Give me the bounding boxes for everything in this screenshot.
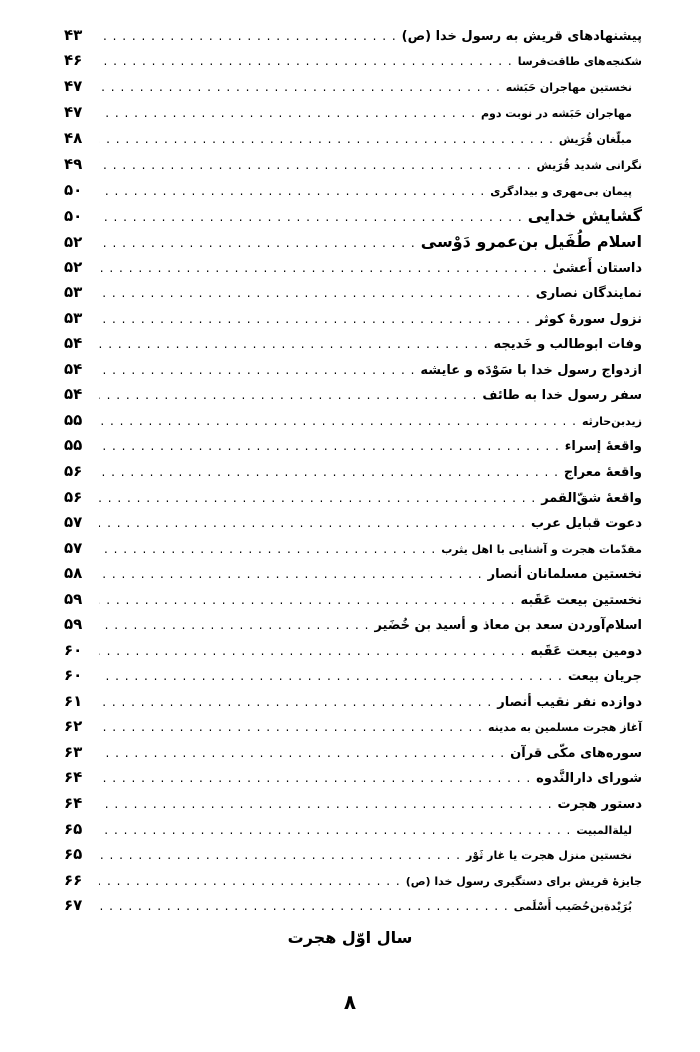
toc-entry bbox=[64, 896, 642, 914]
dot-leader bbox=[99, 439, 560, 453]
toc-entry bbox=[64, 462, 642, 480]
dot-leader bbox=[99, 337, 489, 351]
toc-entry-page: ۵۰ bbox=[64, 181, 83, 199]
toc-entry-title: شورای دارالنَّدوه bbox=[536, 771, 642, 786]
toc-entry bbox=[64, 103, 642, 121]
dot-leader bbox=[99, 848, 461, 862]
toc-entry bbox=[64, 845, 642, 863]
dot-leader bbox=[99, 669, 563, 683]
dot-leader bbox=[99, 823, 571, 837]
toc-entry-title: زیدبن‌حارثه bbox=[581, 415, 642, 428]
dot-leader bbox=[99, 184, 485, 198]
dot-leader bbox=[99, 312, 531, 326]
toc-entry-title: پیشنهادهای قریش به رسول خدا (ص) bbox=[401, 29, 642, 44]
dot-leader bbox=[99, 388, 477, 402]
dot-leader bbox=[99, 771, 531, 785]
toc-entry-page: ۵۷ bbox=[64, 513, 83, 531]
dot-leader bbox=[99, 106, 476, 120]
section-heading: سال اوّل هجرت bbox=[287, 928, 413, 947]
toc-entry-page: ۵۲ bbox=[64, 258, 83, 276]
toc-entry bbox=[64, 820, 642, 838]
toc-entry-title: نخستین مسلمانان أنصار bbox=[487, 567, 642, 582]
toc-entry bbox=[64, 615, 642, 633]
toc-entry-page: ۵۴ bbox=[64, 334, 83, 352]
toc-entry-title: داستان أَعشیٰ bbox=[552, 261, 642, 276]
toc-entry bbox=[64, 692, 642, 710]
toc-entry-title: واقعهٔ معراج bbox=[563, 465, 642, 480]
toc-entry-title: اسلام‌آوردن سعد بن معاذ و أسید بن خُضَیر bbox=[374, 618, 642, 633]
dot-leader bbox=[99, 414, 577, 428]
toc-entry-page: ۶۵ bbox=[64, 820, 83, 838]
toc-entry bbox=[64, 794, 642, 812]
toc-entry-title: دستور هجرت bbox=[557, 797, 642, 812]
toc-entry-title: سفر رسول خدا به طائف bbox=[482, 388, 642, 403]
toc-entry bbox=[64, 436, 642, 454]
dot-leader bbox=[99, 593, 515, 607]
toc-entry-page: ۴۳ bbox=[64, 26, 83, 44]
dot-leader bbox=[99, 644, 525, 658]
toc-entry-title: مقدّمات هجرت و آشنایی با اهل یثرب bbox=[441, 543, 642, 556]
toc-entry-page: ۵۹ bbox=[64, 590, 83, 608]
toc-entry-page: ۵۰ bbox=[64, 207, 83, 225]
toc-entry-page: ۵۵ bbox=[64, 411, 83, 429]
toc-entry bbox=[64, 232, 642, 251]
toc-entry-page: ۶۲ bbox=[64, 717, 83, 735]
toc-entry bbox=[64, 768, 642, 786]
dot-leader bbox=[99, 261, 548, 275]
toc-entry-page: ۵۸ bbox=[64, 564, 83, 582]
toc-entry bbox=[64, 871, 642, 889]
toc-entry-title: نخستین مهاجران حَبَشه bbox=[505, 81, 632, 94]
dot-leader bbox=[99, 567, 483, 581]
dot-leader bbox=[99, 286, 531, 300]
dot-leader bbox=[99, 80, 501, 94]
toc-entry-title: بُرَیْدة‌بن‌حُصَیب أَسْلَمی bbox=[513, 900, 632, 913]
toc-entry bbox=[64, 206, 642, 225]
toc-entry-page: ۶۵ bbox=[64, 845, 83, 863]
toc-entry-page: ۶۳ bbox=[64, 743, 83, 761]
dot-leader bbox=[99, 899, 509, 913]
toc-entry-title: نخستین بیعت عَقَبه bbox=[520, 593, 642, 608]
toc-entry bbox=[64, 155, 642, 173]
toc-entry bbox=[64, 258, 642, 276]
toc-entry-page: ۵۶ bbox=[64, 488, 83, 506]
dot-leader bbox=[99, 210, 523, 224]
toc-entry-page: ۵۴ bbox=[64, 385, 83, 403]
dot-leader bbox=[99, 132, 554, 146]
toc-entry bbox=[64, 283, 642, 301]
toc-entry-page: ۶۰ bbox=[64, 666, 83, 684]
toc-entry-page: ۵۳ bbox=[64, 309, 83, 327]
toc-entry-title: نگرانی شدید قُرَیش bbox=[536, 159, 642, 172]
dot-leader bbox=[99, 874, 401, 888]
toc-entry-title: وفات ابوطالب و خَدیجه bbox=[493, 337, 642, 352]
toc-entry-page: ۶۰ bbox=[64, 641, 83, 659]
toc-entry bbox=[64, 411, 642, 429]
toc-entry bbox=[64, 488, 642, 506]
toc-entry-title: واقعهٔ إسراء bbox=[564, 439, 642, 454]
toc-entry bbox=[64, 743, 642, 761]
toc-entry-page: ۵۴ bbox=[64, 360, 83, 378]
dot-leader bbox=[99, 542, 436, 556]
toc-entry bbox=[64, 539, 642, 557]
toc-entry bbox=[64, 77, 642, 95]
dot-leader bbox=[99, 236, 416, 250]
toc-entry bbox=[64, 51, 642, 69]
toc-entry-page: ۶۴ bbox=[64, 794, 83, 812]
dot-leader bbox=[99, 695, 492, 709]
toc-entry-page: ۵۵ bbox=[64, 436, 83, 454]
toc-entry-title: پیمان بی‌مهری و بیدادگری bbox=[490, 185, 632, 198]
toc-entry-page: ۴۶ bbox=[64, 51, 83, 69]
toc-entry-page: ۵۹ bbox=[64, 615, 83, 633]
toc-entry bbox=[64, 26, 642, 44]
page-number: ۸ bbox=[343, 990, 357, 1014]
toc-entry-page: ۶۷ bbox=[64, 896, 83, 914]
dot-leader bbox=[99, 516, 526, 530]
toc-entry-title: نزول سورهٔ کوثر bbox=[535, 312, 642, 327]
dot-leader bbox=[99, 363, 415, 377]
toc-entry bbox=[64, 334, 642, 352]
toc-entry bbox=[64, 513, 642, 531]
toc-entry-title: دعوت قبایل عرب bbox=[530, 516, 642, 531]
dot-leader bbox=[99, 797, 553, 811]
toc-entry-page: ۵۶ bbox=[64, 462, 83, 480]
toc-entry-page: ۵۳ bbox=[64, 283, 83, 301]
toc-entry bbox=[64, 717, 642, 735]
toc-entry-title: آغاز هجرت مسلمین به مدینه bbox=[487, 721, 642, 734]
dot-leader bbox=[99, 54, 513, 68]
toc-entry-page: ۵۲ bbox=[64, 233, 83, 251]
toc-entry-title: سوره‌های مکّی قرآن bbox=[510, 746, 642, 761]
toc-entry-title: نخستین منزل هجرت یا غار ثَوْر bbox=[465, 849, 632, 862]
toc-entry bbox=[64, 181, 642, 199]
dot-leader bbox=[99, 491, 536, 505]
toc-entry-title: جایزهٔ قریش برای دستگیری رسول خدا (ص) bbox=[405, 875, 642, 888]
toc-entry bbox=[64, 590, 642, 608]
dot-leader bbox=[99, 158, 532, 172]
toc-entry bbox=[64, 129, 642, 147]
toc-entry-page: ۶۶ bbox=[64, 871, 83, 889]
dot-leader bbox=[99, 29, 397, 43]
toc-entry bbox=[64, 309, 642, 327]
toc-entry-page: ۵۷ bbox=[64, 539, 83, 557]
toc-entry bbox=[64, 666, 642, 684]
toc-entry-title: مهاجران حَبَشه در نوبت دوم bbox=[480, 107, 632, 120]
toc-entry-title: لیلة‌المبیت bbox=[576, 824, 632, 837]
toc-entry bbox=[64, 360, 642, 378]
toc-entry-page: ۴۷ bbox=[64, 103, 83, 121]
dot-leader bbox=[99, 746, 505, 760]
toc-entry bbox=[64, 641, 642, 659]
toc-entry-title: شکنجه‌های طاقت‌فرسا bbox=[517, 55, 642, 68]
toc-entry-page: ۴۷ bbox=[64, 77, 83, 95]
toc-entry-title: دومین بیعت عَقَبه bbox=[530, 644, 642, 659]
toc-entry-title: گشایش خدایی bbox=[527, 206, 642, 225]
toc-entry-title: مبلّغان قُرَیش bbox=[558, 133, 632, 146]
toc-entry-title: واقعهٔ شقّ‌القمر bbox=[541, 491, 642, 506]
toc-entry-page: ۴۸ bbox=[64, 129, 83, 147]
toc-entry-page: ۴۹ bbox=[64, 155, 83, 173]
toc-entry bbox=[64, 385, 642, 403]
toc-entry-title: اسلام طُفَیل بن‌عمرو دَوْسی bbox=[420, 232, 642, 251]
toc-entry bbox=[64, 564, 642, 582]
toc-entry-title: جریان بیعت bbox=[567, 669, 642, 684]
dot-leader bbox=[99, 720, 483, 734]
toc-entry-title: دوازده نفر نقیب أنصار bbox=[497, 695, 642, 710]
dot-leader bbox=[99, 465, 559, 479]
toc-entry-title: نمایندگان نصاری bbox=[535, 286, 642, 301]
toc-entry-page: ۶۱ bbox=[64, 692, 83, 710]
dot-leader bbox=[99, 618, 369, 632]
toc-entry-page: ۶۴ bbox=[64, 768, 83, 786]
toc-entry-title: ازدواج رسول خدا با سَوْدَه و عایشه bbox=[420, 363, 642, 378]
